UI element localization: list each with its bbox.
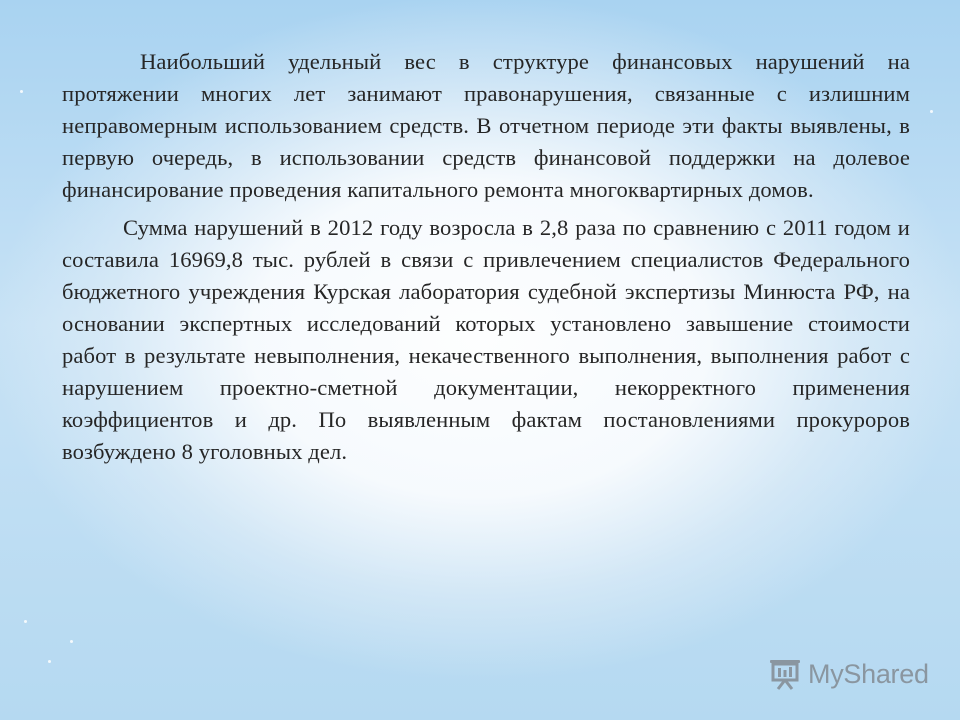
watermark-text: MyShared [808,658,929,689]
background-speck [20,90,23,93]
paragraph-violation-sum: Сумма нарушений в 2012 году возросла в 2,8 раза по сравнению с 2011 годом и составила 16969,8 тыс. рублей в связи с привлечением специалистов Федерального бюджетного учреждения Курская лаборатория судебной экспертизы Минюста РФ, на основании экспертных исследований которых установлено завышение стоимости работ в результате невыполнения, некачественного выполнения, выполнения работ с нарушением проектно-сметной документации, некорректного применения коэффициентов и др. По выявленным фактам постановлениями прокуроров возбуждено 8 уголовных дел. [62,215,910,464]
background-speck [70,640,73,643]
paragraph-financial-violations: Наибольший удельный вес в структуре финансовых нарушений на протяжении многих лет занимают правонарушения, связанные с излишним неправомерным использованием средств. В отчетном периоде эти факты выявлены, в первую очередь, в использовании средств финансовой поддержки на долевое финансирование проведения капитального ремонта многоквартирных домов. [62,49,910,202]
myshared-watermark [768,656,929,692]
background-speck [48,660,51,663]
background-speck [24,620,27,623]
presentation-board-icon [768,657,802,691]
background-speck [930,110,933,113]
slide-text-body [62,46,910,468]
